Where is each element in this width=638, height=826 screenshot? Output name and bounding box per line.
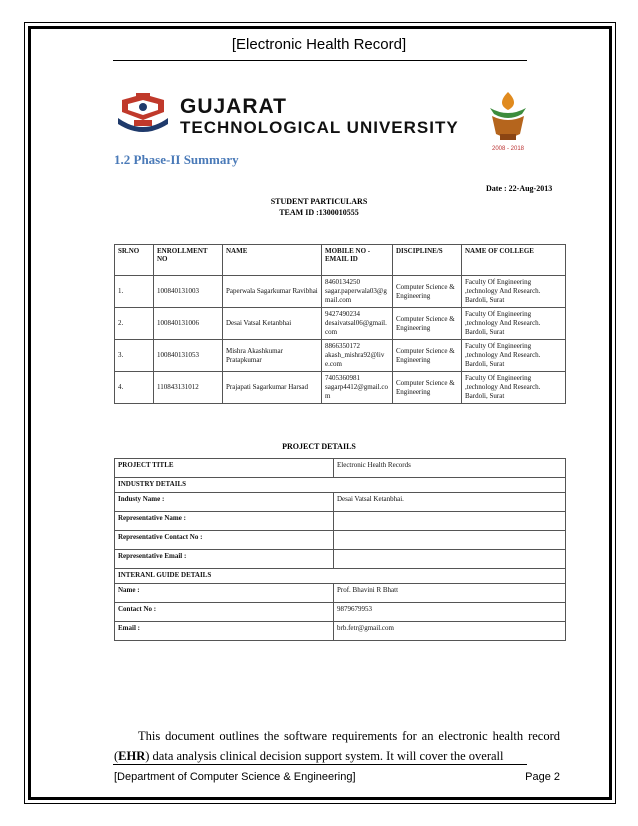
cell-enrollment: 100840131006	[154, 308, 223, 340]
cell-contact	[322, 308, 393, 340]
cell-sr: 2.	[115, 308, 154, 340]
body-paragraph	[114, 726, 560, 766]
table-row	[115, 308, 566, 340]
cell-mobile: 8866350172	[325, 342, 360, 350]
sheet-date: Date : 22-Aug-2013	[486, 184, 553, 193]
table-row	[115, 622, 566, 641]
cell-college: Faculty Of Engineering ,technology And Research. Bardoli, Surat	[462, 276, 566, 308]
cell-enrollment: 110843131012	[154, 372, 223, 404]
cell-contact	[322, 276, 393, 308]
project-details-table	[114, 458, 566, 641]
cell-email: sagarp4412@gmail.com	[325, 383, 389, 400]
cell-enrollment: 100840131053	[154, 340, 223, 372]
guide-email-label: Email :	[115, 622, 334, 641]
cell-contact	[322, 340, 393, 372]
table-row	[115, 584, 566, 603]
representative-contact-label: Representative Contact No :	[115, 531, 334, 550]
cell-name: Desai Vatsal Ketanbhai	[223, 308, 322, 340]
table-row	[115, 569, 566, 584]
paragraph-text-2: ) data analysis clinical decision support system. It will cover the overall	[145, 749, 504, 763]
table-row	[115, 459, 566, 478]
guide-contact-label: Contact No :	[115, 603, 334, 622]
cell-name: Mishra Akashkumar Pratapkumar	[223, 340, 322, 372]
table-row	[115, 478, 566, 493]
table-row	[115, 340, 566, 372]
cell-contact	[322, 372, 393, 404]
cell-name: Paperwala Sagarkumar Ravibhai	[223, 276, 322, 308]
project-title-label: PROJECT TITLE	[115, 459, 334, 478]
cell-discipline: Computer Science & Engineering	[393, 372, 462, 404]
cell-mobile: 9427490234	[325, 310, 360, 318]
cell-discipline: Computer Science & Engineering	[393, 340, 462, 372]
project-title-value: Electronic Health Records	[334, 459, 566, 478]
table-row	[115, 531, 566, 550]
guide-details-heading: INTERANL GUIDE DETAILS	[115, 569, 566, 584]
section-title: 1.2 Phase-II Summary	[114, 152, 239, 167]
cell-mobile: 8460134250	[325, 278, 360, 286]
cell-email: desaivatsal06@gmail.com	[325, 319, 387, 336]
paragraph-bold-ehr: EHR	[118, 749, 146, 763]
cell-college: Faculty Of Engineering ,technology And Research. Bardoli, Surat	[462, 308, 566, 340]
page-header: [Electronic Health Record]	[231, 36, 407, 53]
cell-college: Faculty Of Engineering ,technology And Research. Bardoli, Surat	[462, 372, 566, 404]
student-particulars-title: STUDENT PARTICULARS	[270, 197, 368, 206]
header-divider	[113, 60, 527, 61]
representative-contact-value	[334, 531, 566, 550]
cell-discipline: Computer Science & Engineering	[393, 308, 462, 340]
cell-discipline: Computer Science & Engineering	[393, 276, 462, 308]
table-row	[115, 276, 566, 308]
industry-name-value: Desai Vatsal Ketanbhai.	[334, 493, 566, 512]
student-particulars-table	[114, 244, 566, 404]
representative-name-value	[334, 512, 566, 531]
cell-college: Faculty Of Engineering ,technology And Research. Bardoli, Surat	[462, 340, 566, 372]
cell-email: akash_mishra92@live.com	[325, 351, 385, 368]
representative-name-label: Representative Name :	[115, 512, 334, 531]
column-header: DISCIPLINE/S	[393, 245, 462, 276]
table-header-row	[115, 245, 566, 276]
column-header: NAME	[223, 245, 322, 276]
cell-enrollment: 100840131003	[154, 276, 223, 308]
table-row	[115, 512, 566, 531]
emblem-years: 2008 - 2018	[491, 146, 525, 152]
gtu-logo-icon	[114, 90, 172, 138]
university-name-line2: TECHNOLOGICAL UNIVERSITY	[180, 118, 459, 137]
column-header: NAME OF COLLEGE	[462, 245, 566, 276]
table-row	[115, 603, 566, 622]
footer-department: [Department of Computer Science & Engineering]	[114, 771, 356, 783]
industry-name-label: Industy Name :	[115, 493, 334, 512]
cell-sr: 3.	[115, 340, 154, 372]
cell-sr: 4.	[115, 372, 154, 404]
column-header: ENROLLMENT NO	[154, 245, 223, 276]
table-row	[115, 372, 566, 404]
guide-contact-value: 9879679953	[334, 603, 566, 622]
table-row	[115, 493, 566, 512]
anniversary-emblem-icon	[478, 88, 538, 146]
column-header: SR.NO	[115, 245, 154, 276]
cell-name: Prajapati Sagarkumar Harsad	[223, 372, 322, 404]
paragraph-text-1: This document outlines the software requirements for an electronic health record (	[114, 729, 560, 763]
cell-sr: 1.	[115, 276, 154, 308]
university-name	[180, 96, 459, 138]
team-id: TEAM ID :1300010555	[279, 208, 359, 217]
representative-email-label: Representative Email :	[115, 550, 334, 569]
guide-email-value: brb.fetr@gmail.com	[334, 622, 566, 641]
guide-name-value: Prof. Bhavini R Bhatt	[334, 584, 566, 603]
cell-email: sagar.paperwala03@gmail.com	[325, 287, 387, 304]
column-header: MOBILE NO - EMAIL ID	[322, 245, 393, 276]
guide-name-label: Name :	[115, 584, 334, 603]
representative-email-value	[334, 550, 566, 569]
industry-details-heading: INDUSTRY DETAILS	[115, 478, 566, 493]
footer-divider	[113, 764, 527, 765]
table-row	[115, 550, 566, 569]
project-details-title: PROJECT DETAILS	[282, 442, 356, 451]
university-name-line1: GUJARAT	[180, 95, 287, 118]
footer-page-number: Page 2	[525, 771, 560, 783]
cell-mobile: 7405360981	[325, 374, 360, 382]
